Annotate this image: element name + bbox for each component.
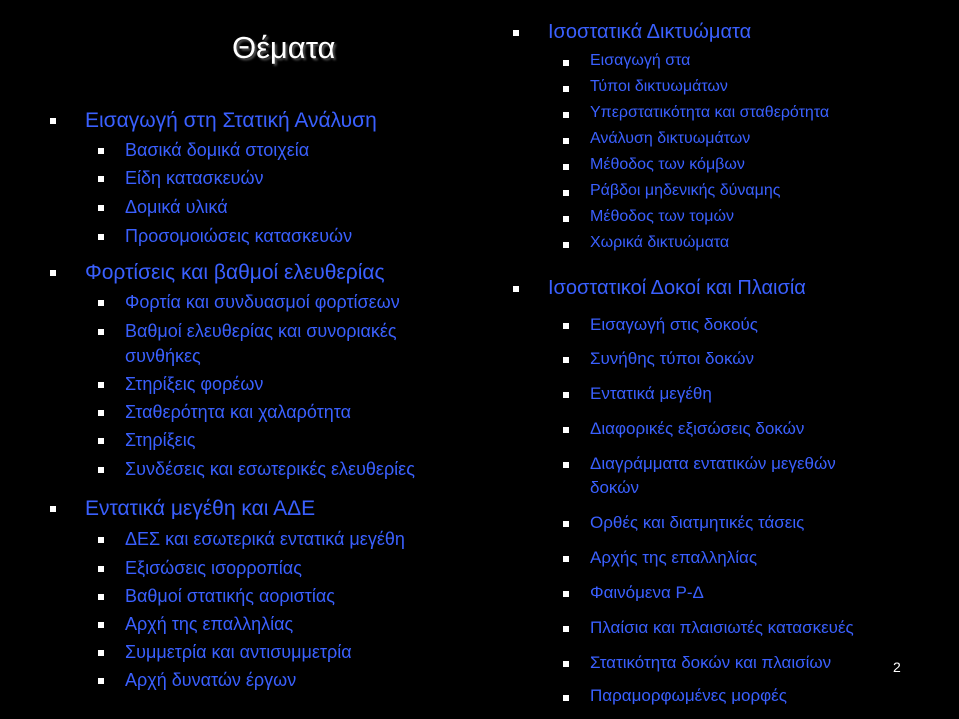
list-item: Εισαγωγή στις δοκούς	[590, 315, 758, 334]
bullet-icon	[563, 427, 569, 433]
bullet-icon	[563, 112, 569, 118]
bullet-icon	[98, 566, 104, 572]
bullet-icon	[98, 650, 104, 656]
bullet-icon	[513, 286, 519, 292]
list-item: Πλαίσια και πλαισιωτές κατασκευές	[590, 618, 854, 637]
list-item: δοκών	[590, 478, 639, 497]
bullet-icon	[563, 521, 569, 527]
list-item: Είδη κατασκευών	[125, 168, 264, 188]
list-item: Στατικότητα δοκών και πλαισίων	[590, 653, 832, 672]
list-item: Βαθμοί ελευθερίας και συνοριακές	[125, 321, 397, 341]
list-item: Διαφορικές εξισώσεις δοκών	[590, 419, 805, 438]
bullet-icon	[513, 30, 519, 36]
bullet-icon	[563, 661, 569, 667]
bullet-icon	[563, 392, 569, 398]
bullet-icon	[98, 300, 104, 306]
bullet-icon	[563, 138, 569, 144]
list-item: Εξισώσεις ισορροπίας	[125, 558, 302, 578]
bullet-icon	[98, 148, 104, 154]
list-item: Βασικά δομικά στοιχεία	[125, 140, 310, 160]
bullet-icon	[563, 462, 569, 468]
bullet-icon	[98, 622, 104, 628]
list-item: Συνδέσεις και εσωτερικές ελευθερίες	[125, 459, 415, 479]
bullet-icon	[98, 234, 104, 240]
list-item: Φορτία και συνδυασμοί φορτίσεων	[125, 292, 400, 312]
bullet-icon	[98, 678, 104, 684]
bullet-icon	[50, 506, 56, 512]
list-item: Χωρικά δικτυώματα	[590, 234, 730, 251]
list-item: Τύποι δικτυωμάτων	[590, 78, 728, 95]
section-heading: Φορτίσεις και βαθμοί ελευθερίας	[85, 261, 385, 284]
list-item: Εισαγωγή στα	[590, 52, 691, 69]
bullet-icon	[98, 537, 104, 543]
bullet-icon	[563, 695, 569, 701]
list-item: Υπερστατικότητα και σταθερότητα	[590, 104, 830, 121]
bullet-icon	[563, 556, 569, 562]
bullet-icon	[563, 591, 569, 597]
bullet-icon	[50, 118, 56, 124]
list-item: Προσομοιώσεις κατασκευών	[125, 226, 353, 246]
bullet-icon	[563, 242, 569, 248]
list-item: Βαθμοί στατικής αοριστίας	[125, 586, 335, 606]
bullet-icon	[98, 438, 104, 444]
list-item: Αρχής της επαλληλίας	[590, 548, 758, 567]
list-item: Συνήθης τύποι δοκών	[590, 349, 755, 368]
bullet-icon	[98, 594, 104, 600]
bullet-icon	[563, 357, 569, 363]
bullet-icon	[98, 205, 104, 211]
page-title: Θέματα	[232, 30, 336, 65]
bullet-icon	[98, 467, 104, 473]
bullet-icon	[563, 626, 569, 632]
bullet-icon	[563, 190, 569, 196]
list-item: Παραμορφωμένες μορφές	[590, 686, 787, 705]
bullet-icon	[98, 176, 104, 182]
list-item: Στηρίξεις φορέων	[125, 374, 264, 394]
section-heading: Εισαγωγή στη Στατική Ανάλυση	[85, 109, 377, 132]
section-heading: Ισοστατικοί Δοκοί και Πλαισία	[548, 277, 806, 299]
section-heading: Ισοστατικά Δικτυώματα	[548, 21, 752, 43]
list-item: Στηρίξεις	[125, 430, 196, 450]
list-item: Αρχή δυνατών έργων	[125, 670, 297, 690]
list-item: συνθήκες	[125, 346, 201, 366]
list-item: Δομικά υλικά	[125, 197, 228, 217]
list-item: Συμμετρία και αντισυμμετρία	[125, 642, 352, 662]
list-item: Ορθές και διατμητικές τάσεις	[590, 513, 805, 532]
section-heading: Εντατικά μεγέθη και ΑΔΕ	[85, 497, 316, 520]
list-item: Αρχή της επαλληλίας	[125, 614, 294, 634]
page-number: 2	[893, 659, 901, 675]
bullet-icon	[563, 60, 569, 66]
list-item: Μέθοδος των κόμβων	[590, 156, 745, 173]
bullet-icon	[98, 410, 104, 416]
bullet-icon	[563, 323, 569, 329]
bullet-icon	[98, 329, 104, 335]
list-item: Ανάλυση δικτυωμάτων	[590, 130, 751, 147]
list-item: Σταθερότητα και χαλαρότητα	[125, 402, 352, 422]
list-item: Διαγράμματα εντατικών μεγεθών	[590, 454, 836, 473]
bullet-icon	[563, 86, 569, 92]
list-item: Ράβδοι μηδενικής δύναμης	[590, 182, 781, 199]
list-item: ΔΕΣ και εσωτερικά εντατικά μεγέθη	[125, 529, 405, 549]
bullet-icon	[563, 216, 569, 222]
list-item: Εντατικά μεγέθη	[590, 384, 712, 403]
bullet-icon	[98, 382, 104, 388]
bullet-icon	[563, 164, 569, 170]
bullet-icon	[50, 270, 56, 276]
list-item: Μέθοδος των τομών	[590, 208, 734, 225]
list-item: Φαινόμενα Ρ-Δ	[590, 583, 704, 602]
